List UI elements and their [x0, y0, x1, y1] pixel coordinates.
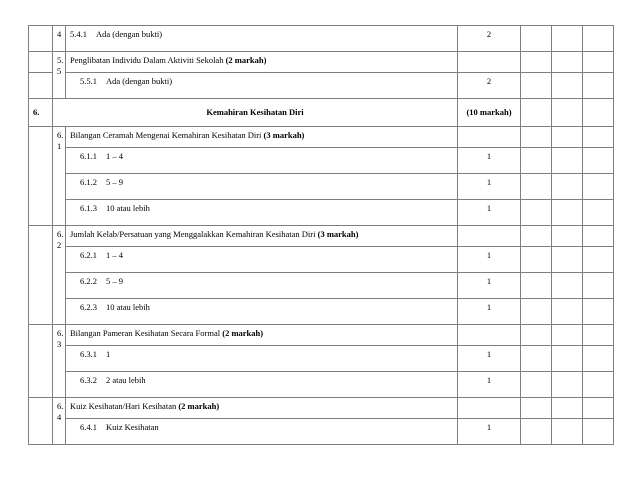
score-cell[interactable]: [583, 372, 614, 398]
section-total-marks: (10 markah): [458, 99, 521, 127]
mark-cell: 1: [458, 419, 521, 445]
score-cell[interactable]: [583, 52, 614, 73]
table-row: [29, 273, 614, 299]
score-cell[interactable]: [583, 247, 614, 273]
subsection-title: Bilangan Ceramah Mengenai Kemahiran Kesihatan Diri: [70, 130, 262, 140]
criterion-code: 6.3.2: [80, 375, 97, 385]
subsection-marks: (2 markah): [222, 328, 264, 338]
score-cell[interactable]: [552, 26, 583, 52]
score-cell[interactable]: [521, 299, 552, 325]
mark-cell: 1: [458, 148, 521, 174]
score-cell[interactable]: [521, 226, 552, 247]
mark-cell: [458, 398, 521, 419]
criterion-cell: [66, 372, 458, 398]
section-number-cell: [29, 26, 53, 52]
section-number-cell: [29, 325, 53, 398]
criterion-code: 6.2.2: [80, 276, 97, 286]
score-cell[interactable]: [521, 73, 552, 99]
subsection-title-cell: [66, 127, 458, 148]
criterion-text: 10 atau lebih: [106, 203, 150, 213]
criterion-cell: [66, 148, 458, 174]
score-cell[interactable]: [583, 73, 614, 99]
score-cell[interactable]: [583, 398, 614, 419]
subsection-title: Bilangan Pameran Kesihatan Secara Formal: [70, 328, 221, 338]
score-cell[interactable]: [552, 372, 583, 398]
score-cell[interactable]: [521, 200, 552, 226]
table-row: [29, 200, 614, 226]
subsection-title-cell: [66, 226, 458, 247]
section-number-cell: [29, 398, 53, 445]
score-cell[interactable]: [552, 127, 583, 148]
criterion-text: 5 – 9: [106, 177, 123, 187]
subsection-title-cell: [66, 52, 458, 73]
score-cell[interactable]: [521, 398, 552, 419]
mark-cell: [458, 325, 521, 346]
score-cell[interactable]: [552, 174, 583, 200]
score-cell[interactable]: [552, 273, 583, 299]
table-row: [29, 148, 614, 174]
subsection-title-cell: [66, 325, 458, 346]
section-number-cell: [29, 127, 53, 226]
criterion-cell: [66, 73, 458, 99]
score-cell[interactable]: [521, 52, 552, 73]
marking-rubric-table: [28, 25, 614, 445]
criterion-text: 2 atau lebih: [106, 375, 146, 385]
table-row: [29, 26, 614, 52]
score-cell[interactable]: [521, 26, 552, 52]
subsection-title: Penglibatan Individu Dalam Aktiviti Sekolah: [70, 55, 224, 65]
subsection-marks: (3 markah): [263, 130, 305, 140]
criterion-text: 5 – 9: [106, 276, 123, 286]
table-row: [29, 372, 614, 398]
table-row: [29, 325, 614, 346]
mark-cell: 1: [458, 273, 521, 299]
score-cell[interactable]: [521, 346, 552, 372]
score-cell[interactable]: [552, 247, 583, 273]
mark-cell: [458, 52, 521, 73]
table-row: [29, 226, 614, 247]
subsection-title: Kuiz Kesihatan/Hari Kesihatan: [70, 401, 177, 411]
subsection-number-cell: 6. 4: [53, 398, 66, 445]
rubric-document: [28, 25, 609, 445]
table-row: [29, 73, 614, 99]
criterion-cell: [66, 200, 458, 226]
subsection-number-cell: 6. 3: [53, 325, 66, 398]
score-cell[interactable]: [583, 273, 614, 299]
criterion-cell: [66, 26, 458, 52]
criterion-code: 6.1.1: [80, 151, 97, 161]
score-cell[interactable]: [521, 247, 552, 273]
score-cell[interactable]: [552, 52, 583, 73]
subsection-number-cell: 5. 5: [53, 52, 66, 99]
score-cell[interactable]: [552, 226, 583, 247]
subsection-title-cell: [66, 398, 458, 419]
score-cell[interactable]: [552, 148, 583, 174]
score-cell[interactable]: [583, 419, 614, 445]
mark-cell: [458, 127, 521, 148]
score-cell[interactable]: [583, 325, 614, 346]
score-cell[interactable]: [583, 200, 614, 226]
section-number-cell: [29, 52, 53, 73]
mark-cell: 1: [458, 346, 521, 372]
criterion-code: 6.3.1: [80, 349, 97, 359]
score-cell[interactable]: [552, 419, 583, 445]
criterion-text: 1 – 4: [106, 151, 123, 161]
score-cell[interactable]: [521, 325, 552, 346]
score-cell[interactable]: [521, 99, 552, 127]
criterion-code: 6.1.2: [80, 177, 97, 187]
criterion-text: 1: [106, 349, 111, 359]
score-cell[interactable]: [583, 346, 614, 372]
criterion-code: 6.1.3: [80, 203, 97, 213]
criterion-text: Ada (dengan bukti): [96, 29, 163, 39]
table-row: [29, 127, 614, 148]
score-cell[interactable]: [552, 325, 583, 346]
score-cell[interactable]: [552, 200, 583, 226]
score-cell[interactable]: [552, 299, 583, 325]
subsection-number-cell: 4: [53, 26, 66, 52]
score-cell[interactable]: [583, 26, 614, 52]
score-cell[interactable]: [552, 73, 583, 99]
mark-cell: 2: [458, 73, 521, 99]
criterion-code: 6.2.3: [80, 302, 97, 312]
subsection-marks: (3 markah): [317, 229, 359, 239]
criterion-code: 5.5.1: [80, 76, 97, 86]
section-number-cell: [29, 73, 53, 99]
score-cell[interactable]: [583, 174, 614, 200]
criterion-cell: [66, 174, 458, 200]
criterion-text: 10 atau lebih: [106, 302, 150, 312]
score-cell[interactable]: [521, 148, 552, 174]
criterion-text: Ada (dengan bukti): [106, 76, 173, 86]
mark-cell: 1: [458, 247, 521, 273]
score-cell[interactable]: [521, 174, 552, 200]
subsection-marks: (2 markah): [178, 401, 220, 411]
score-cell[interactable]: [583, 127, 614, 148]
section-title: Kemahiran Kesihatan Diri: [53, 99, 458, 127]
criterion-code: 6.4.1: [80, 422, 97, 432]
mark-cell: [458, 226, 521, 247]
table-row: [29, 52, 614, 73]
score-cell[interactable]: [521, 419, 552, 445]
mark-cell: 1: [458, 372, 521, 398]
criterion-text: Kuiz Kesihatan: [106, 422, 159, 432]
criterion-cell: [66, 273, 458, 299]
table-row: [29, 346, 614, 372]
criterion-cell: [66, 346, 458, 372]
score-cell[interactable]: [583, 299, 614, 325]
criterion-cell: [66, 299, 458, 325]
subsection-number-cell: 6. 1: [53, 127, 66, 226]
table-row: [29, 419, 614, 445]
mark-cell: 1: [458, 200, 521, 226]
mark-cell: 1: [458, 174, 521, 200]
score-cell[interactable]: [583, 226, 614, 247]
table-row: [29, 247, 614, 273]
mark-cell: 2: [458, 26, 521, 52]
score-cell[interactable]: [583, 148, 614, 174]
subsection-number-cell: 6. 2: [53, 226, 66, 325]
criterion-code: 5.4.1: [70, 29, 87, 39]
score-cell[interactable]: [521, 372, 552, 398]
criterion-cell: [66, 419, 458, 445]
score-cell[interactable]: [552, 398, 583, 419]
section-number: 6.: [29, 99, 53, 127]
table-row: [29, 174, 614, 200]
subsection-marks: (2 markah): [225, 55, 267, 65]
table-row: [29, 398, 614, 419]
table-row: [29, 299, 614, 325]
criterion-code: 6.2.1: [80, 250, 97, 260]
score-cell[interactable]: [583, 99, 614, 127]
subsection-title: Jumlah Kelab/Persatuan yang Menggalakkan Kemahiran Kesihatan Diri: [70, 229, 316, 239]
score-cell[interactable]: [521, 273, 552, 299]
criterion-text: 1 – 4: [106, 250, 123, 260]
score-cell[interactable]: [521, 127, 552, 148]
score-cell[interactable]: [552, 99, 583, 127]
section-number-cell: [29, 226, 53, 325]
section-header-row: [29, 99, 614, 127]
criterion-cell: [66, 247, 458, 273]
mark-cell: 1: [458, 299, 521, 325]
score-cell[interactable]: [552, 346, 583, 372]
